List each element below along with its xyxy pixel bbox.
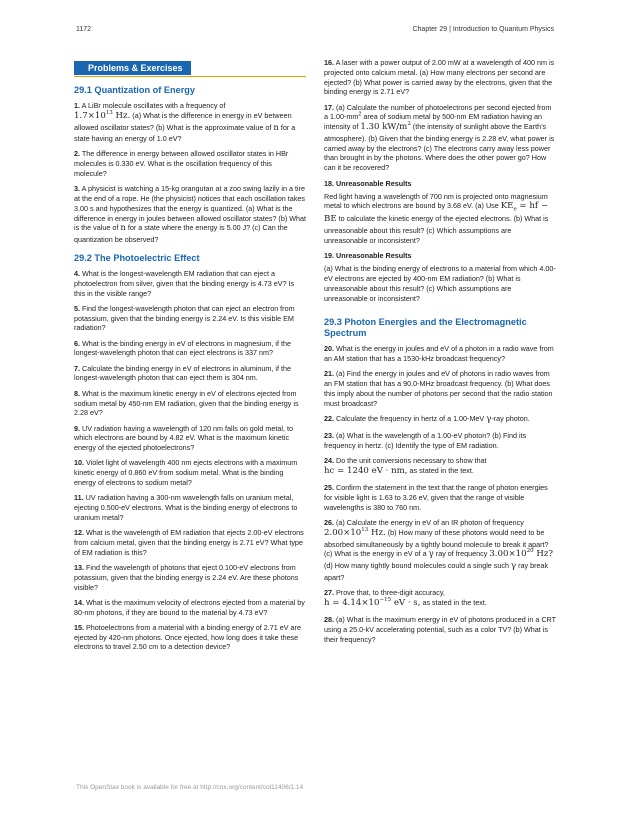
problem-18: Red light having a wavelength of 700 nm is projected onto magnesium metal to which electrons are bound by 3.68 eV. (a) Use $KE_e$ = hf − BE to calculate the kinetic energy of the ejected electrons. (b) What is unreasonable about this result? (c) Which assumptions are unreasonable or inconsistent? xyxy=(324,191,549,245)
math-planck: $h = 4.14\times 10^{-15}$ eV · s, xyxy=(324,596,421,608)
problem-text: The difference in energy between allowed oscillator states in HBr molecules is 0.330 eV. What is the oscillation frequency of this molecule? xyxy=(74,149,289,179)
problem-9: 9. UV radiation having a wavelength of 120 nm falls on gold metal, to which electrons are bound by 4.82 eV. What is the maximum kinetic energy of the ejected photoelectrons? xyxy=(74,423,293,453)
math-ir-frequency: $2.00\times 10^{13}$ Hz. xyxy=(324,527,386,538)
problem-23: 23. (a) What is the wavelength of a 1.00-eV photon? (b) Find its frequency in hertz. (c) Identify the type of EM radiation. xyxy=(324,431,527,451)
problem-3: 3. A physicist is watching a 15-kg orangutan at a zoo swing lazily in a tire at the end of a rope. He (the physicist) notices that each oscillation takes 3.00 s and hypothesizes that the energy is quantized. (a) What is the difference in energy in joules between allowed oscillator states? (b) What is the value of n for a state where the energy is 5.00 J? (c) Can the quantization be observed? xyxy=(74,184,306,245)
section-heading-photoelectric: 29.2 The Photoelectric Effect xyxy=(74,252,200,263)
math-ke-equation: $KE_e$ = hf − BE xyxy=(324,201,549,225)
problem-6: 6. What is the binding energy in eV of electrons in magnesium, if the longest-wavelength photon that can eject electrons is 337 nm? xyxy=(74,338,291,358)
problem-10: 10. Violet light of wavelength 400 nm ejects electrons with a maximum kinetic energy of 0.860 eV from sodium metal. What is the binding energy of electrons to sodium metal? xyxy=(74,458,298,487)
page-number: 1172 xyxy=(76,26,92,33)
problem-20: 20. What is the energy in joules and eV of a photon in a radio wave from an AM station that has a 1530-kHz broadcast frequency? xyxy=(324,344,554,364)
chapter-title: Chapter 29 | Introduction to Quantum Physics xyxy=(412,26,554,33)
symbol-gamma: γ xyxy=(486,414,492,425)
math-hc: hc = 1240 eV · nm, xyxy=(324,466,408,477)
problem-21: 21. (a) Find the energy in joules and eV of photons in radio waves from an FM station that has a 90.0-MHz broadcast frequency. (b) What does this imply about the number of photons per second that the radio station must broadcast? xyxy=(324,369,553,408)
problem-8: 8. What is the maximum kinetic energy in eV of electrons ejected from sodium metal by 450-nm EM radiation, given that the binding energy is 2.28 eV? xyxy=(74,388,299,418)
problem-19: (a) What is the binding energy of electrons to a material from which 4.00-eV electrons are ejected by 400-nm EM radiation? (b) What is unreasonable about this result? (c) Which assumptions are unreasonable or inconsistent? xyxy=(324,264,556,303)
section-heading-photon-energies: 29.3 Photon Energies and the Electromagnetic Spectrum xyxy=(324,317,527,339)
section-heading-quantization: 29.1 Quantization of Energy xyxy=(74,85,195,95)
footer-note: This OpenStax book is available for free at http://cnx.org/content/col11406/1.14 xyxy=(76,784,304,791)
symbol-gamma: γ xyxy=(510,561,517,572)
symbol-n: n xyxy=(273,122,279,133)
problem-15: 15. Photoelectrons from a material with a binding energy of 2.71 eV are ejected by 420-nm photons. Once ejected, how long does it take these electrons to travel 2.50 cm to a detection device? xyxy=(74,622,301,652)
symbol-gamma: γ xyxy=(428,549,434,560)
problem-25: 25. Confirm the statement in the text that the range of photon energies for visible light is 1.63 to 3.26 eV, given that the range of visible wavelengths is 380 to 760 nm. xyxy=(324,483,548,512)
problem-13: 13. Find the wavelength of photons that eject 0.100-eV electrons from potassium, given that the binding energy is 2.24 eV. Are these photons visible? xyxy=(74,562,299,592)
math-frequency: $1.7\times 10^{13}$ Hz. xyxy=(74,109,131,121)
problem-17: 17. (a) Calculate the number of photoelectrons per second ejected from a $1.00-mm^2$ area of sodium metal by 500-nm EM radiation having an intensity of 1.30 $kW/m^2$ (the intensity of sunlight above the Earth’s atmosphere). (b) Given that the binding energy is 2.28 eV, what power is carried away by the electrons? (c) The electrons carry away less power than brought in by the photons. Where does the other power go? How can it be recovered? xyxy=(324,102,555,173)
banner-rule xyxy=(74,58,306,77)
problem-text: A physicist is watching a 15-kg orangutan at a zoo swing lazily in a tire at the end of a rope. He (the physicist) notices that each oscillation takes 3.00 s and hypothesizes that the energy is quantized. (a) What is the difference in energy in joules between allowed oscillator states? (b) What is the value of xyxy=(74,184,306,233)
problem-7: 7. Calculate the binding energy in eV of electrons in aluminum, if the longest-wavelength photon that can eject them is 304 nm. xyxy=(74,363,291,383)
problem-14: 14. What is the maximum velocity of electrons ejected from a material by 80-nm photons, if they are bound to the material by 4.73 eV? xyxy=(74,597,305,617)
problem-11: 11. UV radiation having a 300-nm wavelength falls on uranium metal, ejecting 0.500-eV electrons. What is the binding energy of electrons to uranium metal? xyxy=(74,493,298,522)
section-banner: Problems & Exercises xyxy=(74,61,191,75)
problem-number: 1. xyxy=(74,101,80,111)
problem-5: 5. Find the longest-wavelength photon that can eject an electron from potassium, given that the binding energy is 2.24 eV. Is this visible EM radiation? xyxy=(74,303,295,333)
math-intensity: 1.30 $kW/m^2$ xyxy=(360,121,411,133)
right-column xyxy=(324,58,556,650)
problem-4: 4. What is the longest-wavelength EM radiation that can eject a photoelectron from silver, given that the binding energy is 4.73 eV? Is this in the visible range? xyxy=(74,268,295,298)
problem-22: 22. Calculate the frequency in hertz of a 1.00-MeV γ-ray photon. xyxy=(324,414,530,425)
problem-16: 16. A laser with a power output of 2.00 mW at a wavelength of 400 nm is projected onto calcium metal. (a) How many electrons per second are ejected? (b) What power is carried away by the electrons, given that the binding energy is 2.71 eV? xyxy=(324,58,555,97)
problem-12: 12. What is the wavelength of EM radiation that ejects 2.00-eV electrons from calcium metal, given that the binding energy is 2.71 eV? What type of EM radiation is this? xyxy=(74,528,304,557)
problem-18-title: 18. Unreasonable Results xyxy=(324,178,412,188)
problem-28: 28. (a) What is the maximum energy in eV of photons produced in a CRT using a 25.0-kV accelerating potential, such as a color TV? (b) What is their frequency? xyxy=(324,615,556,644)
left-column xyxy=(74,58,306,658)
problem-26: 26. (a) Calculate the energy in eV of an IR photon of frequency $2.00\times 10^{13}$ Hz. (b) How many of these photons would need to be absorbed simultaneously by a tightly bound molecule to break it apart? (c) What is the energy in eV of a γ ray of frequency $3.00\times 10^{20}$ Hz? (d) How many tightly bound molecules could a single such γ ray break apart? xyxy=(324,518,553,582)
problem-19-title: 19. Unreasonable Results xyxy=(324,251,412,261)
problem-1: 1. A LiBr molecule oscillates with a frequency of $1.7\times 10^{13}$ Hz. (a) What is the difference in energy in eV between allowed oscillator states? (b) What is the approximate value of n for a state having an energy of 1.0 eV? xyxy=(74,101,296,144)
problem-2: 2. The difference in energy between allowed oscillator states in HBr molecules is 0.330 eV. What is the oscillation frequency of this molecule? xyxy=(74,149,289,179)
problem-text: A LiBr molecule oscillates with a frequency of xyxy=(81,101,226,111)
problem-24: 24. Do the unit conversions necessary to show that hc = 1240 eV · nm, as stated in the text. xyxy=(324,456,487,477)
symbol-n: n xyxy=(120,223,126,234)
math-gamma-frequency: $3.00\times 10^{20}$ Hz? xyxy=(489,548,553,560)
problem-27: 27. Prove that, to three-digit accuracy, $h = 4.14\times 10^{-15}$ eV · s, as stated in the text. xyxy=(324,588,487,608)
